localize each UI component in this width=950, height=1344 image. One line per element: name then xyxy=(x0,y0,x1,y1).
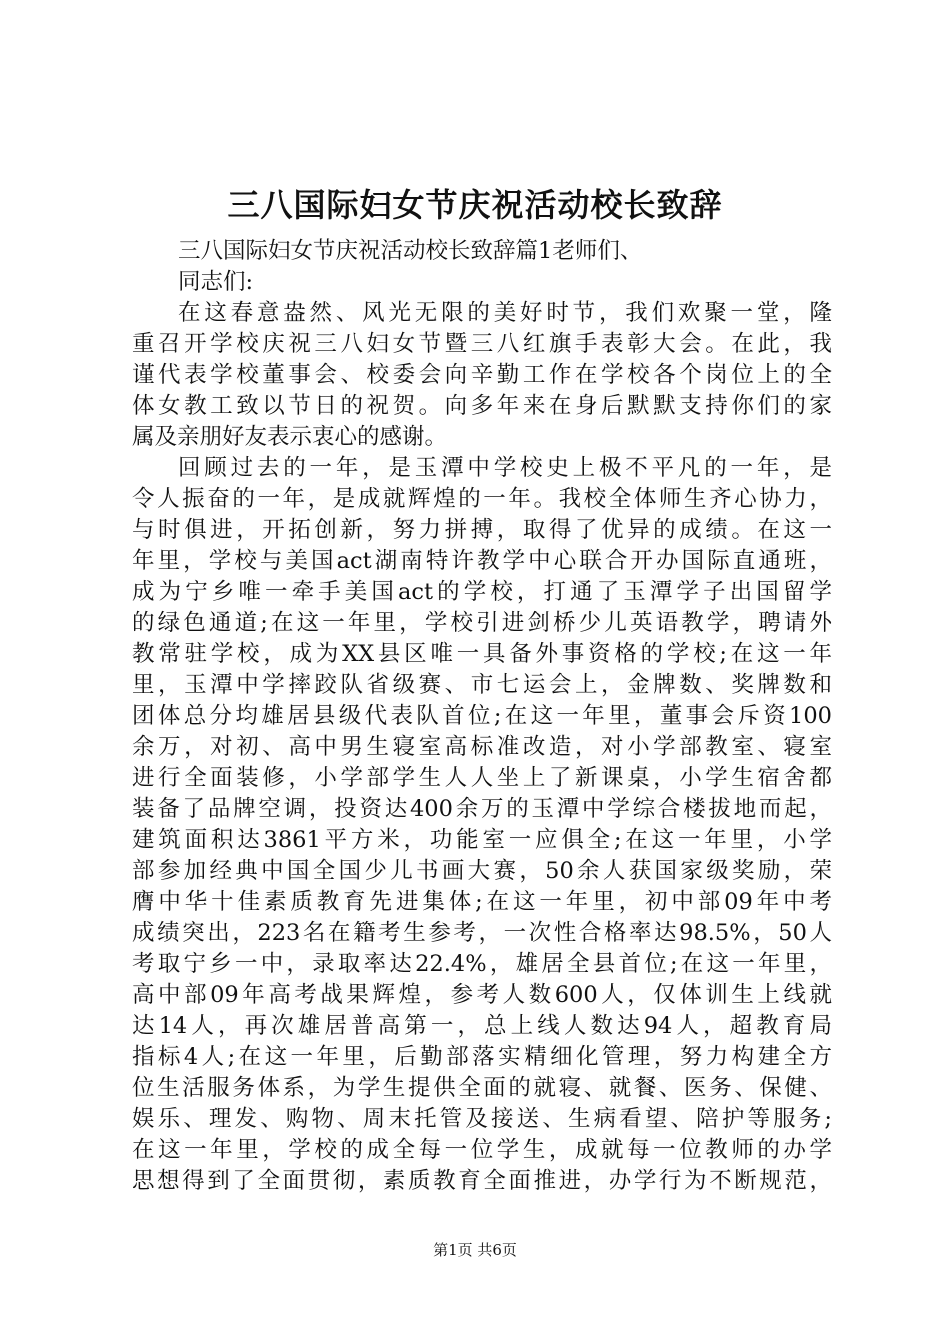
body-line: 高中部09年高考战果辉煌，参考人数600人，仅体训生上线就 xyxy=(132,982,832,1008)
document-title: 三八国际妇女节庆祝活动校长致辞 xyxy=(227,186,723,224)
body-line: 回顾过去的一年，是玉潭中学校史上极不平凡的一年，是 xyxy=(178,455,832,481)
body-line: 进行全面装修，小学部学生人人坐上了新课桌，小学生宿舍都 xyxy=(132,765,832,791)
body-line: 属及亲朋好友表示衷心的感谢。 xyxy=(132,424,448,450)
body-line: 年里，学校与美国act湖南特许教学中心联合开办国际直通班， xyxy=(132,548,832,574)
body-line: 达14人，再次雄居普高第一，总上线人数达94人，超教育局 xyxy=(132,1013,832,1039)
body-line: 谨代表学校董事会、校委会向辛勤工作在学校各个岗位上的全 xyxy=(132,362,832,388)
body-line: 与时俱进，开拓创新，努力拼搏，取得了优异的成绩。在这一 xyxy=(132,517,832,543)
body-line: 在这春意盎然、风光无限的美好时节，我们欢聚一堂，隆 xyxy=(178,300,832,326)
body-line: 余万，对初、高中男生寝室高标准改造，对小学部教室、寝室 xyxy=(132,734,832,760)
body-line: 令人振奋的一年，是成就辉煌的一年。我校全体师生齐心协力， xyxy=(132,486,832,512)
document-body xyxy=(132,236,832,1197)
body-line: 成绩突出，223名在籍考生参考，一次性合格率达98.5%，50人 xyxy=(132,920,832,946)
body-line: 团体总分均雄居县级代表队首位;在这一年里，董事会斥资100 xyxy=(132,703,832,729)
body-line: 娱乐、理发、购物、周末托管及接送、生病看望、陪护等服务; xyxy=(132,1106,832,1132)
page-number-footer: 第1页 共6页 xyxy=(433,1241,517,1259)
body-line: 同志们: xyxy=(178,269,254,295)
body-line: 部参加经典中国全国少儿书画大赛，50余人获国家级奖励，荣 xyxy=(132,858,832,884)
body-line: 成为宁乡唯一牵手美国act的学校，打通了玉潭学子出国留学 xyxy=(132,579,832,605)
body-line: 装备了品牌空调，投资达400余万的玉潭中学综合楼拔地而起， xyxy=(132,796,832,822)
body-line: 在这一年里，学校的成全每一位学生，成就每一位教师的办学 xyxy=(132,1137,832,1163)
body-line: 思想得到了全面贯彻，素质教育全面推进，办学行为不断规范， xyxy=(132,1168,832,1194)
body-line: 重召开学校庆祝三八妇女节暨三八红旗手表彰大会。在此，我 xyxy=(132,331,832,357)
body-line: 三八国际妇女节庆祝活动校长致辞篇1老师们、 xyxy=(178,238,643,264)
body-line: 建筑面积达3861平方米，功能室一应俱全;在这一年里，小学 xyxy=(132,827,832,853)
body-line: 体女教工致以节日的祝贺。向多年来在身后默默支持你们的家 xyxy=(132,393,832,419)
body-line: 教常驻学校，成为XX县区唯一具备外事资格的学校;在这一年 xyxy=(132,641,832,667)
body-line: 里，玉潭中学摔跤队省级赛、市七运会上，金牌数、奖牌数和 xyxy=(132,672,832,698)
body-line: 考取宁乡一中，录取率达22.4%，雄居全县首位;在这一年里， xyxy=(132,951,832,977)
body-line: 膺中华十佳素质教育先进集体;在这一年里，初中部09年中考 xyxy=(132,889,832,915)
body-line: 指标4人;在这一年里，后勤部落实精细化管理，努力构建全方 xyxy=(132,1044,832,1070)
body-line: 位生活服务体系，为学生提供全面的就寝、就餐、医务、保健、 xyxy=(132,1075,832,1101)
body-line: 的绿色通道;在这一年里，学校引进剑桥少儿英语教学，聘请外 xyxy=(132,610,832,636)
